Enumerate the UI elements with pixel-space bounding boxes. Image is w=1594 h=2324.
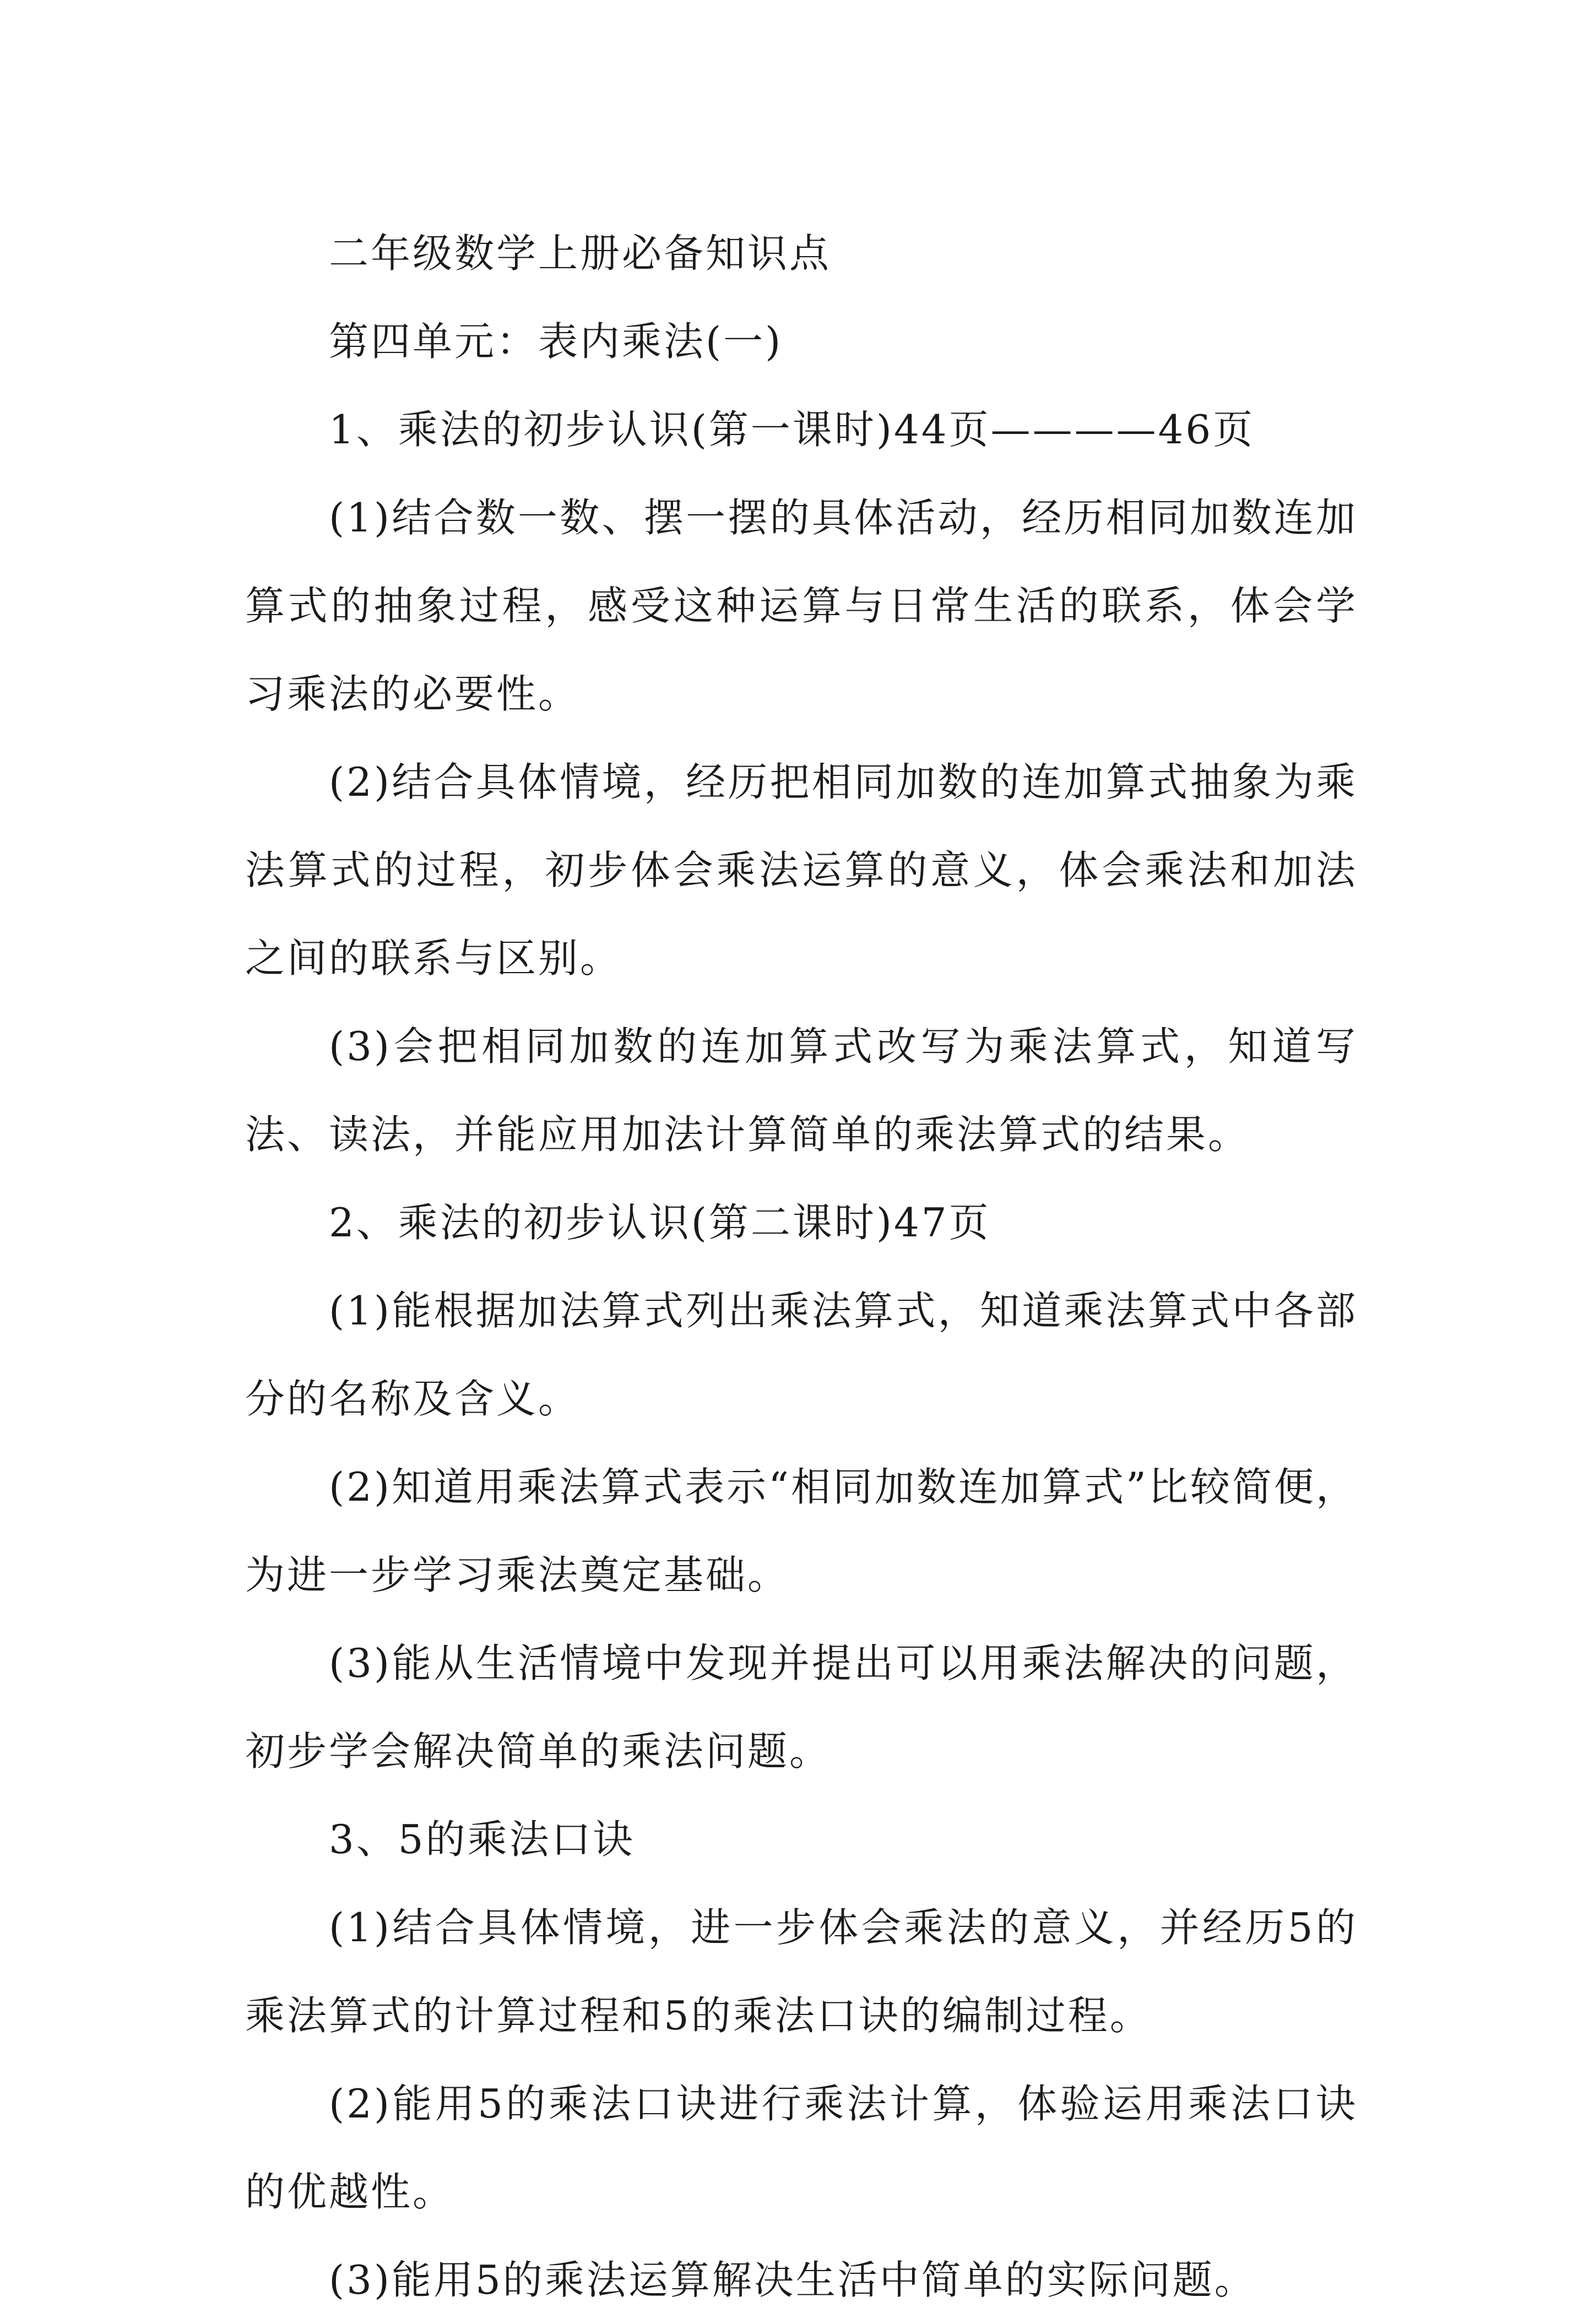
unit-heading: 第四单元：表内乘法(一) [329,318,783,365]
paragraph: (1)能根据加法算式列出乘法算式，知道乘法算式中各部分的名称及含义。 [245,1288,1358,1422]
paragraph: (3)能从生活情境中发现并提出可以用乘法解决的问题，初步学会解决简单的乘法问题。 [245,1640,1358,1774]
document-body [245,209,1358,2324]
document-title: 二年级数学上册必备知识点 [329,230,832,276]
paragraph: (1)结合具体情境，进一步体会乘法的意义，并经历5的乘法算式的计算过程和5的乘法口诀的编制过程。 [245,1904,1358,2039]
section-heading-3: 3、5的乘法口诀 [329,1816,635,1863]
paragraph: (2)能用5的乘法口诀进行乘法计算，体验运用乘法口诀的优越性。 [245,2081,1358,2215]
section-heading-2: 2、乘法的初步认识(第二课时)47页 [329,1199,991,1246]
paragraph: (2)结合具体情境，经历把相同加数的连加算式抽象为乘法算式的过程，初步体会乘法运算的意义，体会乘法和加法之间的联系与区别。 [245,759,1358,981]
paragraph: (1)结合数一数、摆一摆的具体活动，经历相同加数连加算式的抽象过程，感受这种运算与日常生活的联系，体会学习乘法的必要性。 [245,495,1358,717]
section-heading-1: 1、乘法的初步认识(第一课时)44页————46页 [329,406,1255,453]
paragraph: (3)会把相同加数的连加算式改写为乘法算式，知道写法、读法，并能应用加法计算简单的乘法算式的结果。 [245,1023,1358,1158]
paragraph: (3)能用5的乘法运算解决生活中简单的实际问题。 [329,2257,1256,2303]
paragraph: (2)知道用乘法算式表示“相同加数连加算式”比较简便，为进一步学习乘法奠定基础。 [245,1464,1358,1598]
